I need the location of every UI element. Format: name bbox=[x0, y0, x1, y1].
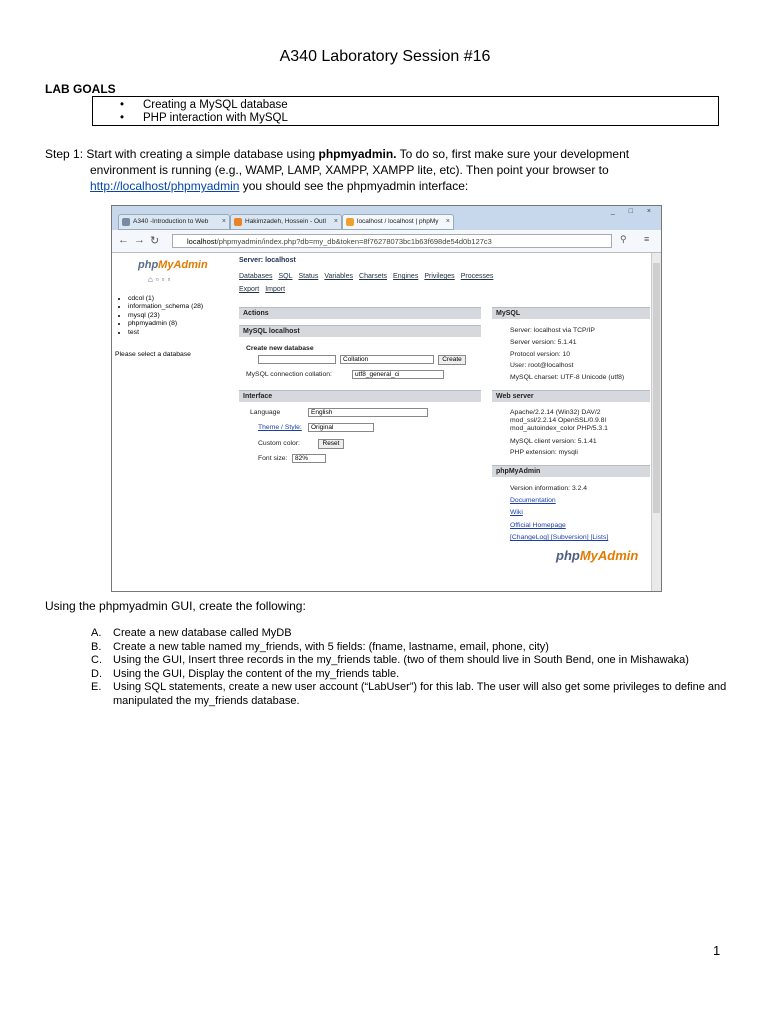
web-server-header: Web server bbox=[492, 390, 650, 402]
list-item: D. Using the GUI, Display the content of the my_friends table. bbox=[91, 667, 400, 680]
browser-tab[interactable]: Hakimzadeh, Hossein - Outl × bbox=[230, 214, 342, 230]
collation-select[interactable]: Collation bbox=[340, 355, 434, 364]
close-icon[interactable]: × bbox=[333, 218, 338, 225]
theme-select[interactable]: Original bbox=[308, 423, 374, 432]
menu-icon[interactable]: ≡ bbox=[644, 234, 650, 244]
tab-databases[interactable]: Databases bbox=[239, 273, 273, 280]
documentation-link[interactable]: Documentation bbox=[510, 497, 556, 504]
font-size-select[interactable]: 82% bbox=[292, 454, 326, 463]
page-title: A340 Laboratory Session #16 bbox=[279, 48, 491, 65]
database-list bbox=[118, 295, 203, 337]
db-item[interactable]: • information_schema (28) bbox=[128, 303, 203, 311]
page-icon bbox=[122, 218, 130, 226]
phpmyadmin-link[interactable]: http://localhost/phpmyadmin bbox=[90, 179, 240, 193]
server-label: Server: localhost bbox=[239, 257, 296, 264]
lab-goals-box bbox=[92, 96, 719, 126]
tab-processes[interactable]: Processes bbox=[460, 273, 494, 280]
tab-variables[interactable]: Variables bbox=[324, 273, 354, 280]
scrollbar[interactable] bbox=[651, 253, 661, 591]
outlook-icon bbox=[234, 218, 242, 226]
mysql-info: Server: localhost via TCP/IP bbox=[510, 327, 595, 334]
forward-icon[interactable]: → bbox=[134, 234, 145, 246]
list-item: B. Create a new table named my_friends, with 5 fields: (fname, lastname, email, phone, city) bbox=[91, 640, 549, 653]
create-db-label: Create new database bbox=[246, 345, 314, 352]
pma-header: phpMyAdmin bbox=[492, 465, 650, 477]
web-info: Apache/2.2.14 (Win32) DAV/2 bbox=[510, 409, 601, 416]
mysql-info: User: root@localhost bbox=[510, 362, 574, 369]
url-field[interactable]: localhost/phpmyadmin/index.php?db=my_db&token=8f76278073bc1b63f698de54d0b127c3 bbox=[172, 234, 612, 248]
theme-link[interactable]: Theme / Style: bbox=[258, 424, 302, 431]
mysql-info: Server version: 5.1.41 bbox=[510, 339, 577, 346]
pma-sidebar bbox=[112, 253, 232, 591]
web-info: mod_autoindex_color PHP/5.3.1 bbox=[510, 425, 608, 432]
web-info: mod_ssl/2.2.14 OpenSSL/0.9.8l bbox=[510, 417, 606, 424]
step1-line2: environment is running (e.g., WAMP, LAMP, XAMPP, XAMPP lite, etc). Then point your browser to bbox=[90, 163, 609, 177]
mysql-info: Protocol version: 10 bbox=[510, 351, 571, 358]
list-item: A. Create a new database called MyDB bbox=[91, 627, 292, 639]
browser-tab-bar bbox=[112, 206, 661, 230]
close-icon[interactable]: × bbox=[445, 218, 450, 225]
step1-prefix: Step 1: Start with creating a simple database using bbox=[45, 147, 319, 161]
mysql-header: MySQL bbox=[492, 307, 650, 319]
home-icon[interactable]: ⌂▫▫▫ bbox=[148, 275, 174, 284]
address-bar-row bbox=[112, 230, 661, 253]
instructions-intro: Using the phpmyadmin GUI, create the following: bbox=[45, 599, 306, 613]
actions-header: Actions bbox=[239, 307, 481, 319]
tab-privileges[interactable]: Privileges bbox=[424, 273, 455, 280]
page-number: 1 bbox=[713, 943, 721, 958]
step1-rest: To do so, first make sure your development bbox=[396, 147, 630, 161]
version-info: Version information: 3.2.4 bbox=[510, 485, 588, 492]
db-item[interactable]: • test bbox=[128, 329, 203, 337]
create-button[interactable]: Create bbox=[438, 355, 466, 365]
phpmyadmin-favicon bbox=[346, 218, 354, 226]
wiki-link[interactable]: Wiki bbox=[510, 509, 523, 516]
browser-tab-active[interactable]: localhost / localhost | phpMy × bbox=[342, 214, 454, 230]
step1-after-link: you should see the phpmyadmin interface: bbox=[239, 179, 469, 193]
language-label: Language bbox=[250, 409, 281, 416]
conn-collation-select[interactable]: utf8_general_ci bbox=[352, 370, 444, 379]
tab-charsets[interactable]: Charsets bbox=[359, 273, 388, 280]
language-select[interactable]: English bbox=[308, 408, 428, 417]
pma-top-tabs bbox=[239, 270, 639, 296]
new-db-name-input[interactable] bbox=[258, 355, 336, 364]
tab-sql[interactable]: SQL bbox=[278, 273, 293, 280]
db-item[interactable]: • mysql (23) bbox=[128, 312, 203, 320]
mysql-localhost-header: MySQL localhost bbox=[239, 325, 481, 337]
tab-import[interactable]: Import bbox=[265, 286, 286, 293]
db-item[interactable]: • phpmyadmin (8) bbox=[128, 320, 203, 328]
instructions-list bbox=[91, 627, 731, 708]
tab-engines[interactable]: Engines bbox=[393, 273, 419, 280]
tab-export[interactable]: Export bbox=[239, 286, 260, 293]
step1-bold: phpmyadmin. bbox=[318, 147, 397, 161]
homepage-link[interactable]: Official Homepage bbox=[510, 522, 566, 529]
step1-paragraph bbox=[45, 146, 725, 194]
mysql-info: MySQL charset: UTF-8 Unicode (utf8) bbox=[510, 374, 625, 381]
list-item: C. Using the GUI, Insert three records in the my_friends table. (two of them should live in South Bend, one in Mishawaka) bbox=[91, 654, 689, 666]
list-item: E. Using SQL statements, create a new user account (“LabUser”) for this lab. The user will also get some privileges to define and manipulated the my_friends database. bbox=[91, 681, 727, 707]
back-icon[interactable]: ← bbox=[118, 234, 129, 246]
search-icon[interactable]: ⚲ bbox=[620, 234, 627, 244]
changelog-links[interactable]: [ChangeLog] [Subversion] [Lists] bbox=[510, 534, 609, 541]
db-item[interactable]: • cdcol (1) bbox=[128, 295, 203, 303]
browser-screenshot bbox=[111, 205, 662, 592]
pma-main bbox=[236, 253, 650, 591]
interface-header: Interface bbox=[239, 390, 481, 402]
font-size-label: Font size: bbox=[258, 455, 288, 462]
goal-item: • Creating a MySQL database bbox=[143, 99, 288, 111]
conn-collation-label: MySQL connection collation: bbox=[246, 371, 332, 378]
reset-button[interactable]: Reset bbox=[318, 439, 344, 449]
window-controls[interactable]: _ □ × bbox=[610, 208, 657, 215]
close-icon[interactable]: × bbox=[221, 218, 226, 225]
goal-item: • PHP interaction with MySQL bbox=[143, 112, 288, 124]
browser-tab[interactable]: A340 -Introduction to Web × bbox=[118, 214, 230, 230]
tab-status[interactable]: Status bbox=[298, 273, 319, 280]
pma-watermark-logo: phpMyAdmin bbox=[556, 548, 639, 563]
web-info: MySQL client version: 5.1.41 bbox=[510, 438, 597, 445]
select-db-text: Please select a database bbox=[115, 351, 191, 358]
custom-color-label: Custom color: bbox=[258, 440, 300, 447]
lab-goals-heading: LAB GOALS bbox=[45, 82, 116, 96]
web-info: PHP extension: mysqli bbox=[510, 449, 578, 456]
pma-logo: phpMyAdmin bbox=[138, 259, 208, 271]
reload-icon[interactable]: ↻ bbox=[150, 235, 160, 247]
